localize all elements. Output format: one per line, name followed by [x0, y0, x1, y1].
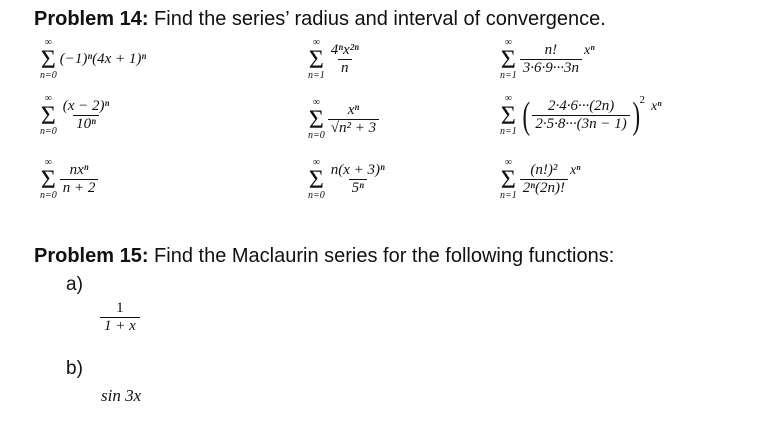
part-a-label: a): [66, 274, 83, 295]
problem-14-label: Problem 14:: [34, 8, 149, 30]
series-9: [500, 158, 581, 201]
problem-15-text: Find the Maclaurin series for the following functions:: [154, 245, 615, 267]
series-8: [308, 158, 388, 201]
series-1: [40, 38, 146, 81]
series-6-power: 2: [639, 93, 645, 106]
series-7: [40, 158, 98, 201]
problem-15-label: Problem 15:: [34, 245, 149, 267]
series-2-fraction: $\frac{\text{4ⁿx²ⁿ}}{n}$: [330, 41, 359, 77]
summation-symbol: ∞ Σ n=0: [40, 93, 57, 138]
series-5: [308, 98, 379, 141]
series-1-term: (−1)ⁿ(4x + 1)ⁿ: [59, 51, 147, 68]
summation-symbol: ∞ Σ n=0: [308, 97, 325, 142]
summation-symbol: ∞ Σ n=1: [500, 157, 517, 202]
problem-15-heading: [34, 245, 614, 268]
series-2: [308, 38, 362, 81]
problem-14-heading: [34, 8, 606, 31]
series-7-fraction: $\frac{\text{nxⁿ}}{n + 2}$: [60, 162, 99, 198]
series-3-fraction: $\frac{n!}{3\cdot 6\cdot 9\cdot\cdot\cdot 3n}$: [520, 42, 582, 78]
series-3-tail: xⁿ: [584, 42, 595, 58]
series-4-fraction: $\frac{\text{(x − 2)ⁿ}}{\text{10ⁿ}}$: [62, 97, 110, 133]
series-6-fraction: $\frac{2\cdot 4\cdot 6\cdot\cdot\cdot(2n)}{2\cdot 5\cdot 8\cdot\cdot\cdot(3n - 1)}$: [532, 98, 629, 134]
summation-symbol: ∞ Σ n=1: [308, 37, 325, 82]
series-9-tail: xⁿ: [569, 162, 581, 178]
summation-symbol: ∞ Σ n=0: [308, 157, 325, 202]
part-b-expression: sin 3x: [101, 386, 142, 405]
summation-symbol: ∞ Σ n=0: [40, 157, 57, 202]
series-8-fraction: $\frac{\text{n(x + 3)ⁿ}}{\text{5ⁿ}}$: [330, 161, 385, 197]
series-9-fraction: $\frac{\text{(n!)²}}{\text{2ⁿ(2n)!}}$: [520, 162, 568, 198]
left-parenthesis: (: [522, 94, 530, 137]
series-3: [500, 38, 595, 81]
part-a-fraction: $\frac{1}{1 + x}$: [100, 300, 140, 335]
summation-symbol: ∞ Σ n=1: [500, 37, 517, 82]
series-6: [500, 94, 662, 137]
series-5-fraction: $\frac{\text{xⁿ}}{\text{√n² + 3}}$: [328, 102, 379, 138]
part-b-label: b): [66, 358, 83, 379]
summation-symbol: ∞ Σ n=1: [500, 93, 517, 138]
summation-symbol: ∞ Σ n=0: [40, 37, 57, 82]
right-parenthesis: ): [632, 94, 640, 137]
series-6-tail: xⁿ: [650, 98, 662, 114]
series-4: [40, 94, 112, 137]
problem-14-text: Find the series’ radius and interval of convergence.: [154, 8, 606, 30]
